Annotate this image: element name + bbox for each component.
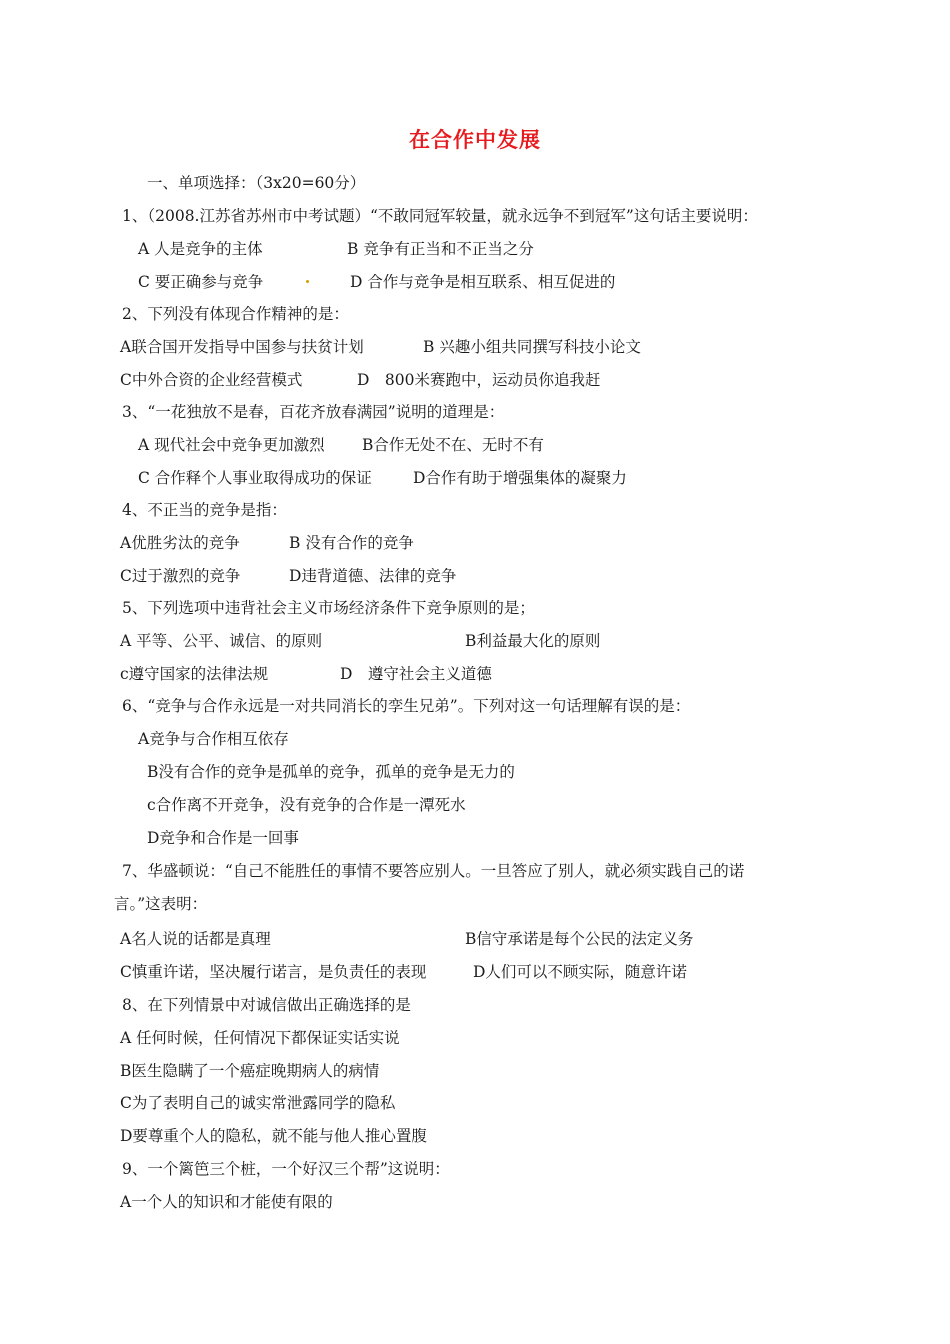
question-5-stem: 5、下列选项中违背社会主义市场经济条件下竞争原则的是；: [122, 599, 535, 617]
question-4-option-b: B 没有合作的竞争: [289, 534, 414, 552]
question-7-option-b: B信守承诺是每个公民的法定义务: [465, 930, 694, 948]
question-8-option-c: C为了表明自己的诚实常泄露同学的隐私: [120, 1094, 396, 1112]
question-3-option-a: A 现代社会中竞争更加激烈: [138, 436, 325, 454]
question-1-option-d: D 合作与竞争是相互联系、相互促进的: [350, 273, 616, 291]
question-2-option-b: B 兴趣小组共同撰写科技小论文: [423, 338, 641, 356]
question-8-option-b: B医生隐瞒了一个癌症晚期病人的病情: [120, 1062, 380, 1080]
question-8-stem: 8、在下列情景中对诚信做出正确选择的是: [122, 996, 411, 1014]
question-5-option-a: A 平等、公平、诚信、的原则: [120, 632, 323, 650]
question-9-stem: 9、一个篱笆三个桩，一个好汉三个帮”这说明：: [122, 1160, 450, 1178]
question-3-option-c: C 合作释个人事业取得成功的保证: [138, 469, 372, 487]
question-1-stem: 1、（2008.江苏省苏州市中考试题）“不敢同冠军较量，就永远争不到冠军”这句话主要说明：: [122, 207, 758, 225]
question-5-option-c: c遵守国家的法律法规: [120, 665, 269, 683]
question-4-option-d: D违背道德、法律的竞争: [289, 567, 457, 585]
question-8-option-a: A 任何时候，任何情况下都保证实话实说: [120, 1029, 400, 1047]
question-1-option-c: C 要正确参与竞争: [138, 273, 264, 291]
question-1-option-a: A 人是竞争的主体: [138, 240, 263, 258]
question-4-stem: 4、不正当的竞争是指：: [122, 501, 287, 519]
question-4-option-c: C过于激烈的竞争: [120, 567, 241, 585]
question-2-option-c: C中外合资的企业经营模式: [120, 371, 303, 389]
question-6-stem: 6、“竞争与合作永远是一对共同消长的孪生兄弟”。下列对这一句话理解有误的是：: [122, 697, 691, 715]
question-5-option-d: D 遵守社会主义道德: [340, 665, 492, 683]
question-5-option-b: B利益最大化的原则: [465, 632, 601, 650]
scan-speck: [306, 280, 309, 283]
question-2-option-d: D 800米赛跑中，运动员你追我赶: [357, 371, 601, 389]
question-6-option-d: D竞争和合作是一回事: [147, 829, 299, 847]
question-3-option-d: D合作有助于增强集体的凝聚力: [413, 469, 627, 487]
question-7-option-d: D人们可以不顾实际，随意许诺: [473, 963, 687, 981]
question-6-option-a: A竞争与合作相互依存: [138, 730, 289, 748]
question-3-stem: 3、“一花独放不是春，百花齐放春满园”说明的道理是：: [122, 403, 505, 421]
question-4-option-a: A优胜劣汰的竞争: [120, 534, 240, 552]
question-8-option-d: D要尊重个人的隐私，就不能与他人推心置腹: [120, 1127, 427, 1145]
question-7-stem: 7、华盛顿说：“自己不能胜任的事情不要答应别人。一旦答应了别人，就必须实践自己的诺: [122, 862, 745, 880]
section-heading: 一、单项选择：（3x20=60分）: [147, 174, 366, 192]
question-1-option-b: B 竞争有正当和不正当之分: [347, 240, 534, 258]
question-6-option-b: B没有合作的竞争是孤单的竞争，孤单的竞争是无力的: [147, 763, 515, 781]
question-2-option-a: A联合国开发指导中国参与扶贫计划: [120, 338, 364, 356]
question-6-option-c: c合作离不开竞争，没有竞争的合作是一潭死水: [147, 796, 466, 814]
question-7-option-c: C慎重许诺，坚决履行诺言，是负责任的表现: [120, 963, 427, 981]
question-7-stem-continued: 言。”这表明：: [114, 895, 208, 913]
question-3-option-b: B合作无处不在、无时不有: [362, 436, 544, 454]
question-9-option-a: A一个人的知识和才能使有限的: [120, 1193, 333, 1211]
question-7-option-a: A名人说的话都是真理: [120, 930, 271, 948]
question-2-stem: 2、下列没有体现合作精神的是：: [122, 305, 349, 323]
document-title: 在合作中发展: [409, 128, 541, 152]
